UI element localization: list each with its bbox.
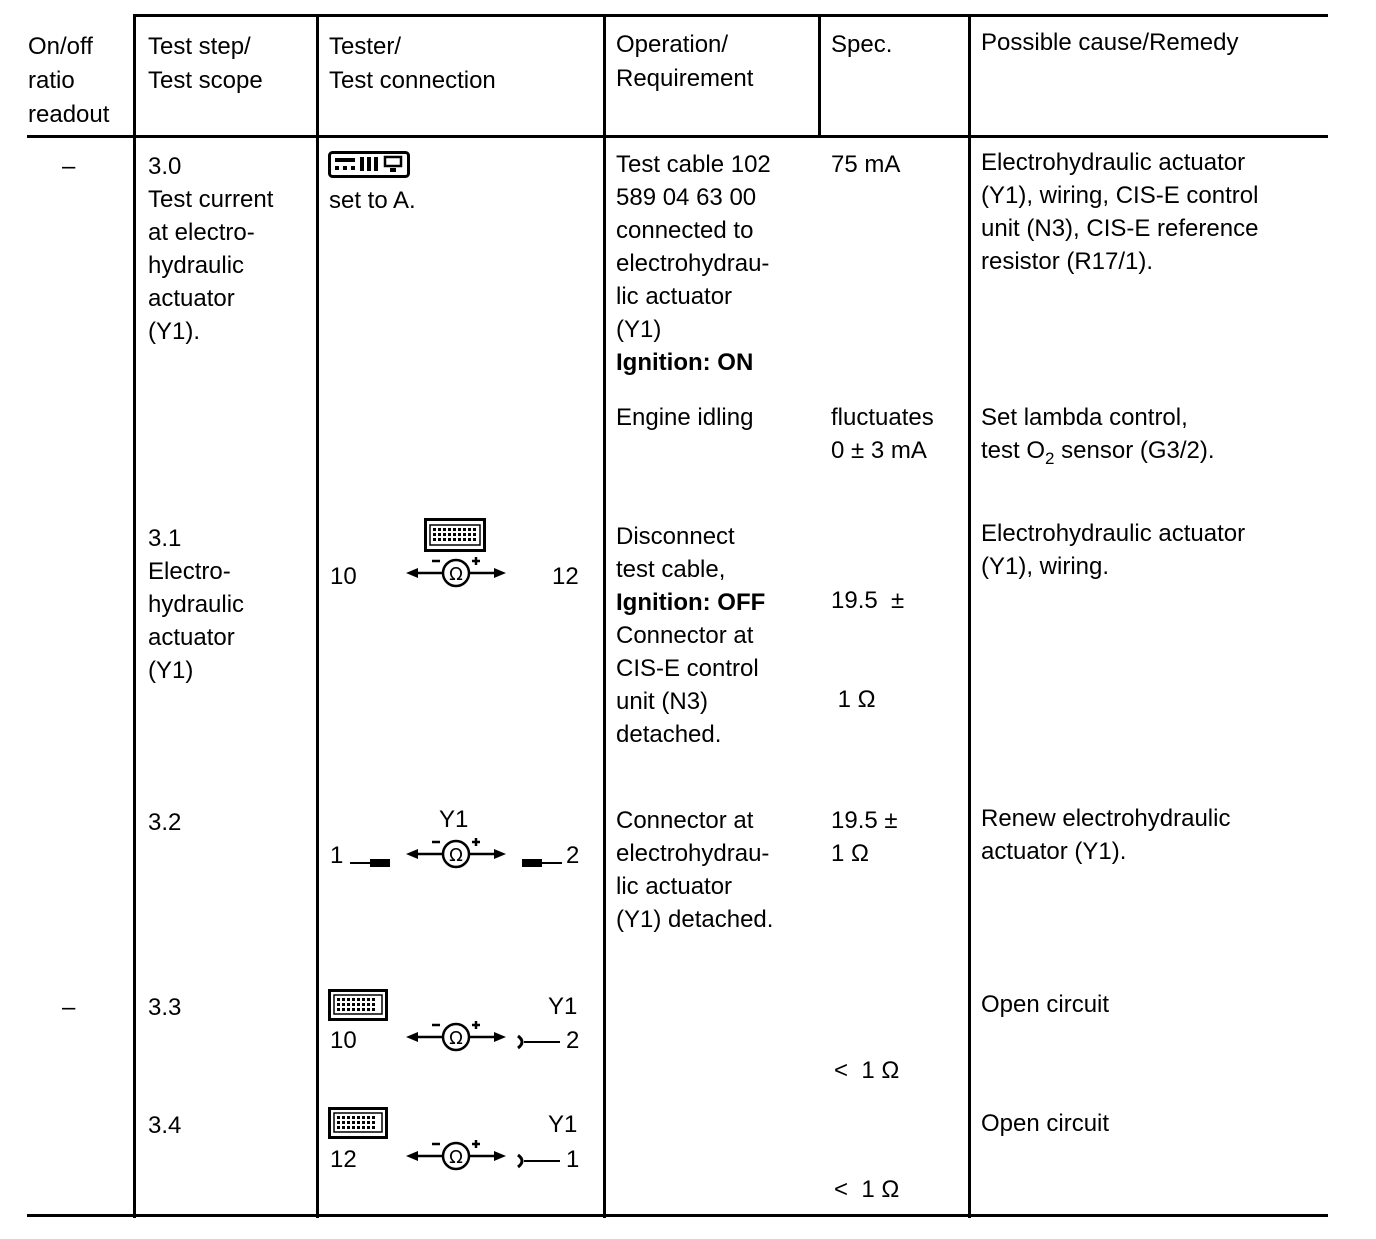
component-label: Y1 (548, 1111, 578, 1138)
pin-left: 12 (330, 1146, 357, 1173)
pin-left: 10 (330, 1027, 357, 1054)
header-spec: Spec. (831, 31, 893, 58)
tester-unit-icon (424, 518, 486, 552)
header-test-step: Test step/ Test scope (148, 33, 263, 94)
svg-text:Ω: Ω (449, 564, 463, 585)
table-top-rule (135, 14, 1328, 17)
readout-value: – (62, 994, 76, 1021)
multimeter-icon (328, 151, 410, 178)
column-divider (603, 14, 606, 1218)
svg-text:Ω: Ω (449, 845, 463, 866)
cause-3-2: Renew electrohydraulic actuator (Y1). (981, 805, 1231, 865)
cause-3-0: Electrohydraulic actuator (Y1), wiring, CIS-E control unit (N3), CIS-E reference resistor (R17/1). (981, 149, 1259, 275)
operation-engine-idling: Engine idling (616, 404, 754, 431)
ignition-on: Ignition: ON (616, 349, 754, 376)
spec-3-1: 19.5 ± 1 Ω (831, 587, 905, 713)
pin-right: 12 (552, 563, 579, 590)
test-step-3-3: 3.3 (148, 994, 182, 1021)
header-bottom-rule (27, 135, 1328, 138)
ignition-off: Ignition: OFF (616, 589, 766, 616)
cause-3-1: Electrohydraulic actuator (Y1), wiring. (981, 520, 1246, 580)
ohmmeter-icon (404, 834, 508, 874)
socket-icon (514, 1032, 562, 1052)
pin-left: 10 (330, 563, 357, 590)
header-readout: On/off ratio readout (28, 33, 110, 128)
spec-3-3: < 1 Ω (834, 1057, 900, 1084)
header-tester: Tester/ Test connection (329, 33, 496, 94)
test-step-3-1: 3.1 Electro- hydraulic actuator (Y1) (148, 525, 245, 684)
operation-3-0: Test cable 102 589 04 63 00 connected to electrohydrau- lic actuator (Y1) Ignition: ON (616, 148, 771, 379)
cause-3-3: Open circuit (981, 991, 1110, 1018)
spec-fluctuates: fluctuates 0 ± 3 mA (831, 404, 934, 464)
svg-text:Ω: Ω (449, 1147, 463, 1168)
spec-3-2: 19.5 ± 1 Ω (831, 807, 898, 867)
column-divider (968, 14, 971, 1218)
column-divider (133, 14, 136, 1218)
component-label: Y1 (439, 806, 469, 833)
pin-right: 1 (566, 1146, 580, 1173)
test-step-3-2: 3.2 (148, 809, 182, 836)
spec-3-4: < 1 Ω (834, 1176, 900, 1203)
ohmmeter-icon (404, 1017, 508, 1057)
cause-3-4: Open circuit (981, 1110, 1110, 1137)
header-operation: Operation/ Requirement (616, 31, 754, 92)
component-label: Y1 (548, 993, 578, 1020)
cause-lambda: Set lambda control, test $O_2$ sensor (G3/2). (981, 404, 1215, 468)
readout-value: – (62, 153, 76, 180)
connector-pin-icon (520, 855, 562, 869)
column-divider (818, 14, 821, 138)
operation-3-1: Disconnect test cable, Ignition: OFF Connector at CIS-E control unit (N3) detached. (616, 523, 766, 748)
socket-icon (514, 1151, 562, 1171)
column-divider (316, 14, 319, 1218)
ohmmeter-icon (404, 553, 508, 593)
connector-pin-icon (350, 855, 392, 869)
table-bottom-rule (27, 1214, 1328, 1217)
spec-3-0: 75 mA (831, 151, 901, 178)
svg-text:Ω: Ω (449, 1028, 463, 1049)
header-cause: Possible cause/Remedy (981, 29, 1239, 56)
operation-3-2: Connector at electrohydrau- lic actuator (Y1) detached. (616, 807, 774, 933)
pin-right: 2 (566, 842, 580, 869)
test-step-3-0: 3.0 Test current at electro- hydraulic actuator (Y1). (148, 153, 274, 345)
pin-left: 1 (330, 842, 344, 869)
tester-unit-icon (328, 1107, 388, 1139)
tester-unit-icon (328, 989, 388, 1021)
ohmmeter-icon (404, 1136, 508, 1176)
pin-right: 2 (566, 1027, 580, 1054)
tester-instruction: set to A. (329, 187, 416, 214)
test-step-3-4: 3.4 (148, 1112, 182, 1139)
